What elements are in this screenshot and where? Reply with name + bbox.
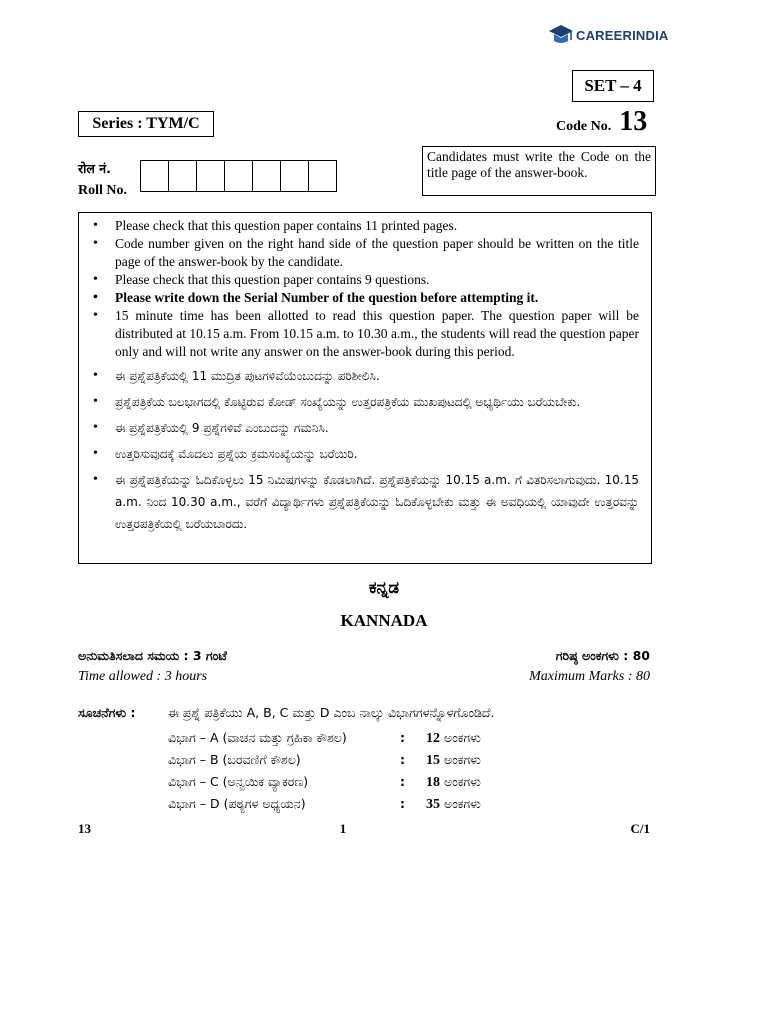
section-name: ವಿಭಾಗ – A (ವಾಚನ ಮತ್ತು ಗ್ರಹಿಕಾ ಕೌಶಲ) (168, 730, 347, 745)
section-row (168, 774, 481, 791)
instruction-item: • 15 minute time has been allotted to read this question paper. The question paper will be distributed at 10.15 a.m. From 10.15 a.m. to 10.30 a.m., the students will read the question paper only and will not write any answer on the answer-book during this period. (115, 307, 639, 361)
roll-number-cell[interactable] (253, 161, 281, 191)
code-number-label: Code No. (556, 119, 612, 134)
footer-set-code: C/1 (630, 821, 650, 836)
roll-number-cell[interactable] (141, 161, 169, 191)
subject-title-kannada: ಕನ್ನಡ (368, 578, 400, 598)
set-number-box: SET – 4 (572, 70, 654, 102)
notes-label: ಸೂಚನೆಗಳು : (78, 705, 136, 720)
section-marks-value: 18 (426, 775, 440, 790)
section-row (168, 752, 481, 769)
footer-code: 13 (78, 821, 91, 836)
section-marks-value: 15 (426, 753, 440, 768)
section-row (168, 796, 481, 813)
roll-number-cell[interactable] (197, 161, 225, 191)
roll-number-label-english: Roll No. (78, 183, 127, 198)
roll-number-cell[interactable] (309, 161, 336, 191)
roll-number-grid[interactable] (140, 160, 337, 192)
section-name: ವಿಭಾಗ – C (ಅನ್ವಯಿಕ ವ್ಯಾಕರಣ) (168, 774, 309, 789)
section-row (168, 730, 481, 747)
maximum-marks-kannada: ಗರಿಷ್ಠ ಅಂಕಗಳು : 80 (555, 648, 650, 663)
section-name: ವಿಭಾಗ – B (ಬರವಣಿಗೆ ಕೌಶಲ) (168, 752, 301, 767)
section-colon: : (400, 752, 405, 767)
page-number: 1 (339, 821, 347, 836)
section-marks-unit: ಅಂಕಗಳು (443, 752, 481, 767)
instruction-item: • Please check that this question paper contains 9 questions. (115, 271, 639, 289)
section-colon: : (400, 730, 405, 745)
section-marks-unit: ಅಂಕಗಳು (443, 796, 481, 811)
graduation-cap-icon (548, 22, 574, 48)
instruction-item-kannada: • ಉತ್ತರಿಸುವುದಕ್ಕೆ ಮೊದಲು ಪ್ರಶ್ನೆಯ ಕ್ರಮಸಂಖ್ಯೆಯನ್ನು ಬರೆಯಿರಿ. (115, 443, 639, 465)
section-marks-unit: ಅಂಕಗಳು (443, 730, 481, 745)
time-allowed: Time allowed : 3 hours (78, 669, 208, 684)
section-marks (426, 774, 481, 791)
section-marks-value: 35 (426, 797, 440, 812)
roll-number-cell[interactable] (225, 161, 253, 191)
candidates-note-box: Candidates must write the Code on the title page of the answer-book. (422, 146, 656, 196)
time-allowed-kannada: ಅನುಮತಿಸಲಾದ ಸಮಯ : 3 ಗಂಟೆ (78, 648, 227, 663)
section-name: ವಿಭಾಗ – D (ಪಠ್ಯಗಳ ಅಧ್ಯಯನ) (168, 796, 306, 811)
logo-text: CAREERINDIA (576, 27, 669, 43)
instruction-item-kannada: • ಈ ಪ್ರಶ್ನೆಪತ್ರಿಕೆಯಲ್ಲಿ 9 ಪ್ರಶ್ನೆಗಳಿವೆ ಎಂಬುದನ್ನು ಗಮನಿಸಿ. (115, 417, 639, 439)
section-marks-unit: ಅಂಕಗಳು (443, 774, 481, 789)
instruction-item: • Code number given on the right hand side of the question paper should be written on the title page of the answer-book by the candidate. (115, 235, 639, 271)
roll-number-label-hindi: रोल नं. (78, 161, 111, 176)
code-number-value: 13 (619, 106, 648, 137)
section-marks (426, 796, 481, 813)
section-colon: : (400, 774, 405, 789)
subject-title: KANNADA (340, 611, 428, 630)
roll-number-cell[interactable] (281, 161, 309, 191)
roll-number-label (78, 158, 127, 202)
instruction-item-kannada: • ಈ ಪ್ರಶ್ನೆಪತ್ರಿಕೆಯನ್ನು ಓದಿಕೊಳ್ಳಲು 15 ನಿಮಿಷಗಳನ್ನು ಕೊಡಲಾಗಿದೆ. ಪ್ರಶ್ನೆಪತ್ರಿಕೆಯನ್ನು 10.15 a.m. ಗೆ ವಿತರಿಸಲಾಗುವುದು. 10.15 a.m. ನಿಂದ 10.30 a.m., ವರೆಗೆ ವಿದ್ಯಾರ್ಥಿಗಳು ಪ್ರಶ್ನೆಪತ್ರಿಕೆಯನ್ನು ಓದಿಕೊಳ್ಳಬೇಕು ಮತ್ತು ಈ ಅವಧಿಯಲ್ಲಿ ಯಾವುದೇ ಉತ್ತರವನ್ನು ಉತ್ತರಪತ್ರಿಕೆಯಲ್ಲಿ ಬರೆಯಬಾರದು. (115, 469, 639, 535)
careerindia-logo (548, 20, 668, 50)
roll-number-cell[interactable] (169, 161, 197, 191)
instructions-box (78, 212, 652, 564)
section-marks-value: 12 (426, 731, 440, 746)
instruction-item: • Please write down the Serial Number of the question before attempting it. (115, 289, 639, 307)
section-marks (426, 730, 481, 747)
code-number (556, 106, 647, 138)
series-box: Series : TYM/C (78, 111, 214, 137)
instruction-item: • Please check that this question paper contains 11 printed pages. (115, 217, 639, 235)
maximum-marks: Maximum Marks : 80 (529, 669, 650, 684)
notes-text: ಈ ಪ್ರಶ್ನೆ ಪತ್ರಿಕೆಯು A, B, C ಮತ್ತು D ಎಂಬ ನಾಲ್ಕು ವಿಭಾಗಗಳನ್ನೊಳಗೊಂಡಿದೆ. (168, 705, 495, 720)
section-colon: : (400, 796, 405, 811)
section-marks (426, 752, 481, 769)
instruction-item-kannada: • ಈ ಪ್ರಶ್ನೆಪತ್ರಿಕೆಯಲ್ಲಿ 11 ಮುದ್ರಿತ ಪುಟಗಳಿವೆಯೆಂಬುದನ್ನು ಪರಿಶೀಲಿಸಿ. (115, 365, 639, 387)
instruction-item-kannada: • ಪ್ರಶ್ನೆಪತ್ರಿಕೆಯ ಬಲಭಾಗದಲ್ಲಿ ಕೊಟ್ಟಿರುವ ಕೋಡ್ ಸಂಖ್ಯೆಯನ್ನು ಉತ್ತರಪತ್ರಿಕೆಯ ಮುಖಪುಟದಲ್ಲಿ ಅಭ್ಯರ್ಥಿಯು ಬರೆಯಬೇಕು. (115, 391, 639, 413)
